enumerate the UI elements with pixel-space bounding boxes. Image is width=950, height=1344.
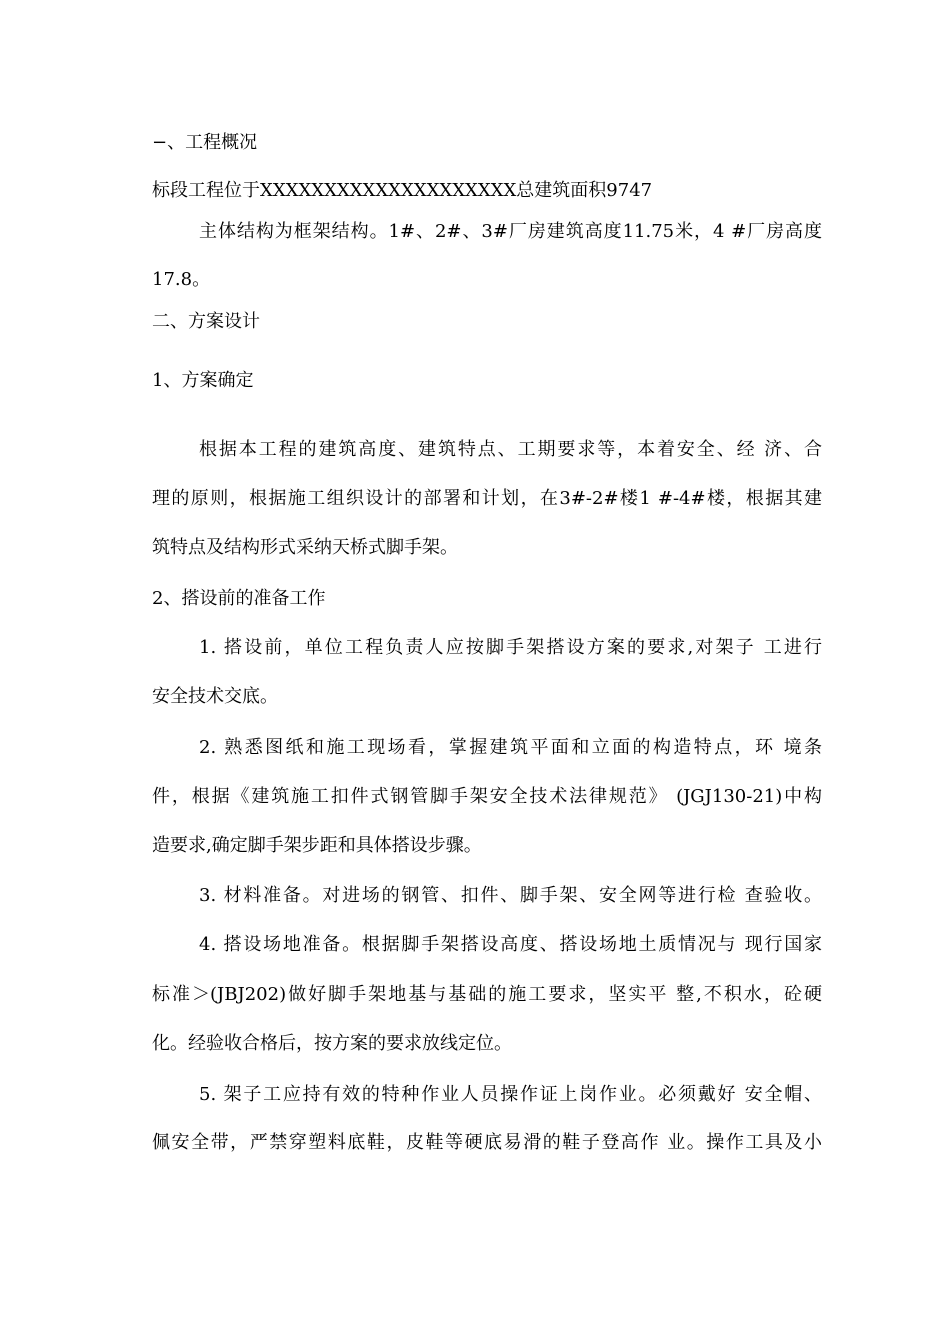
subsection-heading: 2、搭设前的准备工作 [152,588,326,609]
paragraph-line: 理的原则，根据施工组织设计的部署和计划，在3#-2#楼1 #-4#楼，根据其建 [152,488,822,509]
section-heading: −、工程概况 [152,132,258,153]
subsection-heading: 1、方案确定 [152,370,254,391]
list-item-line: 造要求,确定脚手架步距和具体搭设步骤。 [152,835,482,856]
paragraph-line: 主体结构为框架结构。1#、2#、3#厂房建筑高度11.75米，4 #厂房高度 [199,221,822,242]
paragraph-line: 筑特点及结构形式采纳天桥式脚手架。 [152,537,458,558]
list-item-line: 佩安全带，严禁穿塑料底鞋，皮鞋等硬底易滑的鞋子登高作 业。操作工具及小 [152,1132,822,1153]
paragraph-line: 17.8。 [152,269,211,290]
list-item-line: 4. 搭设场地准备。根据脚手架搭设高度、搭设场地土质情况与 现行国家 [199,934,822,955]
list-item-line: 化。经验收合格后，按方案的要求放线定位。 [152,1033,512,1054]
list-item-line: 1. 搭设前，单位工程负责人应按脚手架搭设方案的要求,对架子 工进行 [199,637,822,658]
list-item-line: 标准＞(JBJ202)做好脚手架地基与基础的施工要求，坚实平 整,不积水，砼硬 [152,984,822,1005]
list-item-line: 5. 架子工应持有效的特种作业人员操作证上岗作业。必须戴好 安全帽、 [199,1084,822,1105]
list-item-line: 3. 材料准备。对进场的钢管、扣件、脚手架、安全网等进行检 查验收。 [199,885,822,906]
paragraph-line: 标段工程位于XXXXXXXXXXXXXXXXXXXX总建筑面积9747 [152,180,653,201]
section-heading: 二、方案设计 [152,311,260,332]
list-item-line: 2. 熟悉图纸和施工现场看，掌握建筑平面和立面的构造特点，环 境条 [199,737,822,758]
list-item-line: 件，根据《建筑施工扣件式钢管脚手架安全技术法律规范》 (JGJ130-21)中构 [152,786,822,807]
paragraph-line: 根据本工程的建筑高度、建筑特点、工期要求等，本着安全、经 济、合 [199,439,822,460]
list-item-line: 安全技术交底。 [152,686,278,707]
